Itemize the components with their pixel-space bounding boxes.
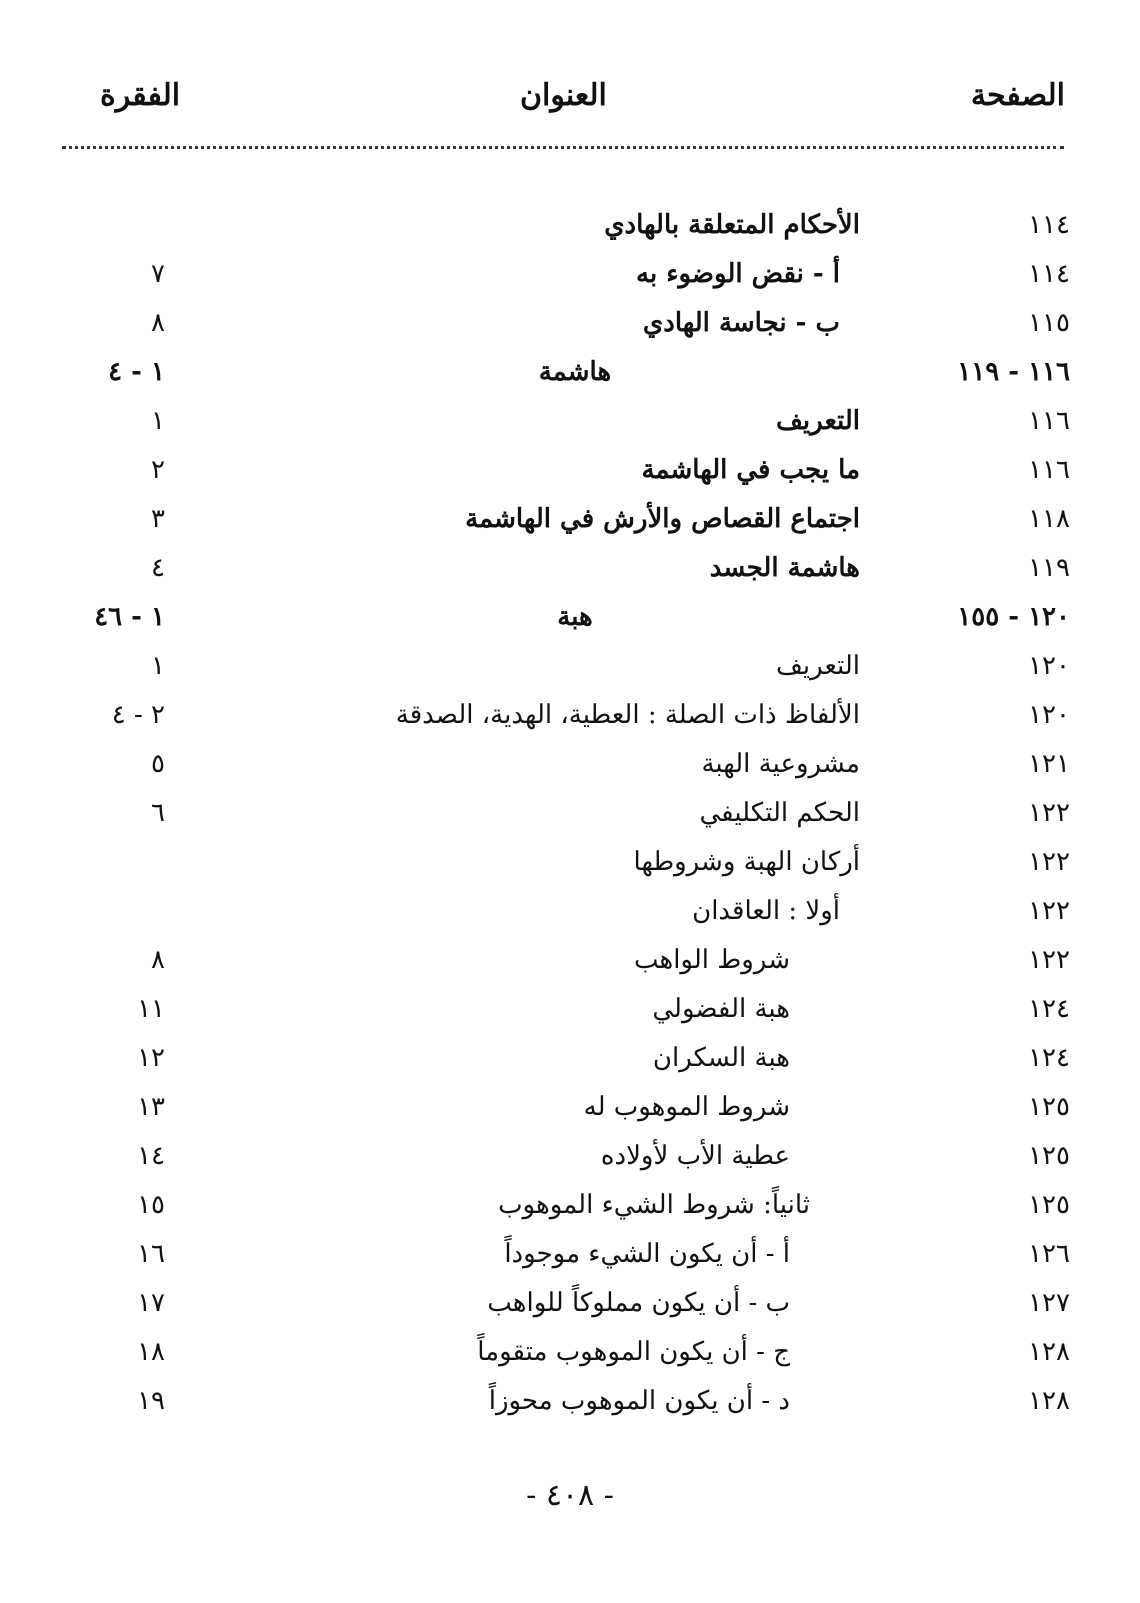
page-number: ١٢٢ <box>1028 798 1070 828</box>
entry-title: أ - نقض الوضوء به <box>636 259 840 289</box>
page-number: ١٢٢ <box>1028 896 1070 926</box>
entry-title: ج - أن يكون الموهوب متقوماً <box>477 1337 790 1367</box>
paragraph-number: ١ <box>151 651 165 681</box>
toc-row <box>0 553 1140 599</box>
toc-row <box>0 210 1140 256</box>
entry-title: الألفاظ ذات الصلة : العطية، الهدية، الصدقة <box>395 700 860 730</box>
page-footer-number: - ٤٠٨ - <box>526 1478 614 1513</box>
paragraph-number: ٢ <box>151 455 165 485</box>
paragraph-number: ١٩ <box>137 1386 165 1416</box>
page-number: ١٢٢ <box>1028 945 1070 975</box>
page-number: ١٢٢ <box>1028 847 1070 877</box>
paragraph-number: ١ <box>151 406 165 436</box>
paragraph-number: ١٣ <box>137 1092 165 1122</box>
page-range: ١٢٠ - ١٥٥ <box>957 602 1070 632</box>
header-page-column: الصفحة <box>970 78 1065 113</box>
entry-title: ثانياً: شروط الشيء الموهوب <box>498 1190 810 1220</box>
paragraph-range: ١ - ٤٦ <box>94 602 165 632</box>
paragraph-number: ٤ <box>151 553 165 583</box>
entry-title: عطية الأب لأولاده <box>600 1141 790 1171</box>
page-number: ١٢٧ <box>1028 1288 1070 1318</box>
entry-title: مشروعية الهبة <box>701 749 860 779</box>
header-title-column: العنوان <box>520 78 607 113</box>
page-number: ١١٤ <box>1028 259 1070 289</box>
page-number: ١٢٦ <box>1028 1239 1070 1269</box>
page-number: ١١٩ <box>1028 553 1070 583</box>
toc-row <box>0 1141 1140 1187</box>
entry-title: ما يجب في الهاشمة <box>641 455 860 485</box>
paragraph-number: ١٥ <box>137 1190 165 1220</box>
dotted-divider <box>62 146 1064 149</box>
paragraph-number: ١٢ <box>137 1043 165 1073</box>
entry-title: هبة الفضولي <box>652 994 790 1024</box>
paragraph-number: ٨ <box>151 308 165 338</box>
entry-title: شروط الواهب <box>633 945 790 975</box>
toc-row <box>0 259 1140 305</box>
paragraph-number: ١٧ <box>137 1288 165 1318</box>
paragraph-number: ١٨ <box>137 1337 165 1367</box>
page-number: ١١٦ <box>1028 455 1070 485</box>
page-number: ١٢٨ <box>1028 1337 1070 1367</box>
entry-title: التعريف <box>775 651 860 681</box>
page-number: ١٢٥ <box>1028 1141 1070 1171</box>
entry-title: التعريف <box>775 406 860 436</box>
entry-title: أولا : العاقدان <box>692 896 840 926</box>
entry-title: د - أن يكون الموهوب محوزاً <box>488 1386 790 1416</box>
table-header <box>0 78 1140 138</box>
toc-row <box>0 651 1140 697</box>
toc-row <box>0 700 1140 746</box>
paragraph-number: ١٤ <box>137 1141 165 1171</box>
entry-title: ب - نجاسة الهادي <box>642 308 840 338</box>
entry-title: هبة السكران <box>652 1043 790 1073</box>
entry-title: الأحكام المتعلقة بالهادي <box>604 210 860 240</box>
entry-title: اجتماع القصاص والأرش في الهاشمة <box>465 504 860 534</box>
paragraph-number: ٢ - ٤ <box>111 700 165 730</box>
entry-title: أركان الهبة وشروطها <box>633 847 860 877</box>
toc-row <box>0 504 1140 550</box>
page-number: ١٢٠ <box>1028 651 1070 681</box>
toc-row <box>0 1092 1140 1138</box>
paragraph-number: ١١ <box>137 994 165 1024</box>
entry-title: شروط الموهوب له <box>583 1092 790 1122</box>
page-number: ١١٦ <box>1028 406 1070 436</box>
toc-row <box>0 1043 1140 1089</box>
section-title: هبة <box>557 602 593 632</box>
page-number: ١٢١ <box>1028 749 1070 779</box>
toc-row <box>0 749 1140 795</box>
paragraph-number: ٣ <box>151 504 165 534</box>
page-number: ١٢٤ <box>1028 994 1070 1024</box>
entry-title: ب - أن يكون مملوكاً للواهب <box>487 1288 790 1318</box>
toc-row <box>0 1386 1140 1432</box>
page-range: ١١٦ - ١١٩ <box>957 357 1070 387</box>
paragraph-range: ١ - ٤ <box>108 357 165 387</box>
entry-title: الحكم التكليفي <box>699 798 860 828</box>
paragraph-number: ٧ <box>151 259 165 289</box>
toc-row <box>0 896 1140 942</box>
toc-row <box>0 847 1140 893</box>
page-number: ١٢٨ <box>1028 1386 1070 1416</box>
section-title: هاشمة <box>538 357 612 387</box>
entry-title: أ - أن يكون الشيء موجوداً <box>504 1239 790 1269</box>
paragraph-number: ٥ <box>151 749 165 779</box>
toc-row <box>0 406 1140 452</box>
page-number: ١٢٤ <box>1028 1043 1070 1073</box>
page-number: ١٢٠ <box>1028 700 1070 730</box>
paragraph-number: ١٦ <box>137 1239 165 1269</box>
page-number: ١٢٥ <box>1028 1092 1070 1122</box>
toc-row <box>0 1239 1140 1285</box>
toc-row <box>0 1288 1140 1334</box>
page-number: ١٢٥ <box>1028 1190 1070 1220</box>
toc-row <box>0 994 1140 1040</box>
toc-row <box>0 1337 1140 1383</box>
toc-row <box>0 308 1140 354</box>
toc-row <box>0 945 1140 991</box>
toc-row <box>0 1190 1140 1236</box>
header-paragraph-column: الفقرة <box>100 78 181 113</box>
paragraph-number: ٨ <box>151 945 165 975</box>
paragraph-number: ٦ <box>151 798 165 828</box>
page-number: ١١٨ <box>1028 504 1070 534</box>
toc-row <box>0 455 1140 501</box>
page-number: ١١٤ <box>1028 210 1070 240</box>
page-number: ١١٥ <box>1028 308 1070 338</box>
toc-section-row <box>0 602 1140 648</box>
toc-row <box>0 798 1140 844</box>
toc-section-row <box>0 357 1140 403</box>
entry-title: هاشمة الجسد <box>709 553 860 583</box>
